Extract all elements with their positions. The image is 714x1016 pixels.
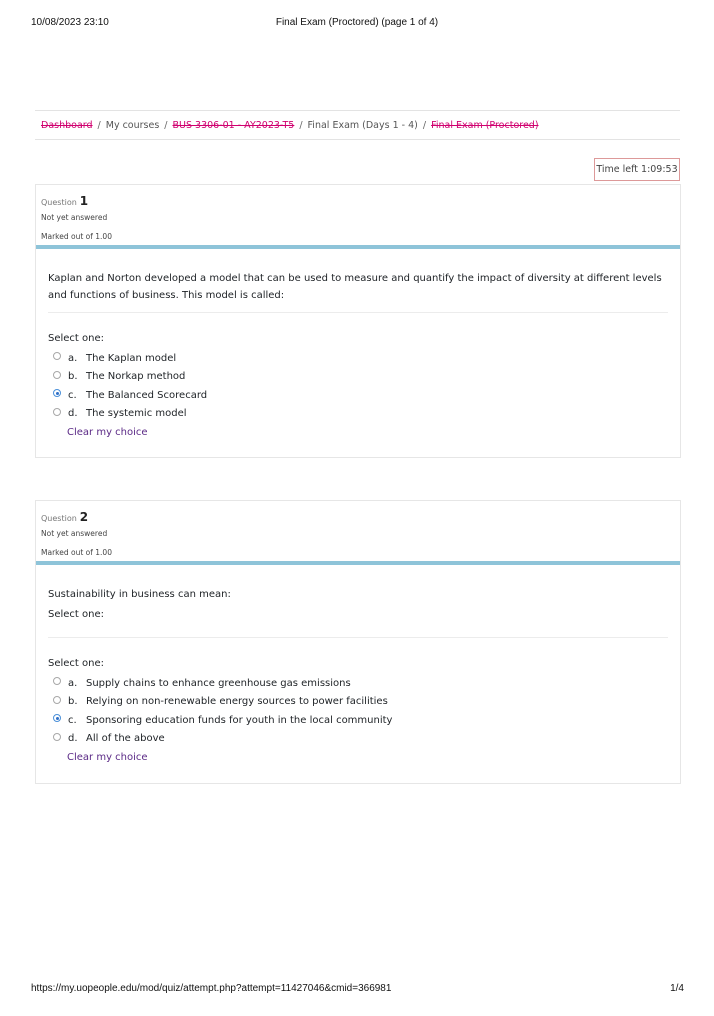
radio-button[interactable] [53, 408, 61, 416]
question-label: Question [41, 198, 77, 207]
select-one-label: Select one: [48, 333, 105, 344]
answer-option-a[interactable] [48, 349, 668, 368]
option-letter: d. [68, 733, 78, 745]
question-content [36, 249, 680, 438]
question-content [36, 565, 680, 763]
clear-my-choice-link[interactable]: Clear my choice [67, 427, 148, 438]
print-url: https://my.uopeople.edu/mod/quiz/attempt.php?attempt=11427046&cmid=366981 [31, 983, 392, 994]
print-datetime: 10/08/2023 23:10 [31, 17, 109, 28]
option-letter: c. [68, 389, 77, 401]
select-one-label: Select one: [48, 658, 105, 669]
question-mark: Marked out of 1.00 [41, 548, 112, 557]
radio-button[interactable] [53, 352, 61, 360]
option-text: The Balanced Scorecard [86, 389, 208, 401]
option-text: The Norkap method [86, 371, 186, 383]
answer-option-b[interactable] [48, 693, 668, 712]
option-letter: d. [68, 408, 78, 420]
question-number [41, 510, 88, 524]
question-card-1 [35, 184, 681, 458]
question-info [36, 185, 680, 245]
question-text: Sustainability in business can mean: [48, 589, 231, 600]
breadcrumb-separator: / [97, 119, 101, 131]
breadcrumb-course-link[interactable]: BUS 3306-01 - AY2023-T5 [172, 119, 295, 131]
breadcrumb-quiz-link[interactable]: Final Exam (Proctored) [431, 119, 539, 131]
breadcrumb-dashboard-link[interactable]: Dashboard [41, 119, 93, 131]
option-text: Supply chains to enhance greenhouse gas emissions [86, 677, 351, 689]
answer-option-d[interactable] [48, 405, 668, 424]
radio-button-selected[interactable] [53, 389, 61, 397]
radio-button[interactable] [53, 677, 61, 685]
radio-button[interactable] [53, 371, 61, 379]
radio-button-selected[interactable] [53, 714, 61, 722]
question-text: Kaplan and Norton developed a model that can be used to measure and quantify the impact of diversity at different levels and functions of business. This model is called: [48, 273, 662, 301]
breadcrumb-separator: / [422, 119, 427, 131]
radio-button[interactable] [53, 696, 61, 704]
clear-my-choice-link[interactable]: Clear my choice [67, 752, 148, 763]
option-letter: a. [68, 352, 78, 364]
option-letter: a. [68, 677, 78, 689]
option-text: The Kaplan model [86, 352, 177, 364]
answer-option-a[interactable] [48, 674, 668, 693]
question-card-2 [35, 500, 681, 784]
question-state: Not yet answered [41, 529, 108, 538]
print-title: Final Exam (Proctored) (page 1 of 4) [275, 17, 439, 28]
question-label: Question [41, 514, 77, 523]
timer-label: Time left 1:09:53 [596, 164, 678, 175]
question-number [41, 194, 88, 208]
question-number-value: 1 [79, 194, 89, 208]
answer-option-b[interactable] [48, 368, 668, 387]
option-letter: c. [68, 714, 77, 726]
answer-option-d[interactable] [48, 730, 668, 749]
question-prompt: Select one: [48, 609, 105, 620]
option-letter: b. [68, 371, 78, 383]
question-info [36, 501, 680, 561]
question-state: Not yet answered [41, 213, 108, 222]
breadcrumb-section[interactable]: Final Exam (Days 1 - 4) [307, 119, 418, 131]
breadcrumb-separator: / [164, 119, 168, 131]
option-text: The systemic model [86, 408, 187, 420]
quiz-timer [594, 158, 680, 181]
breadcrumb [35, 110, 680, 140]
question-number-value: 2 [79, 510, 89, 524]
print-page-number: 1/4 [670, 983, 684, 994]
breadcrumb-my-courses[interactable]: My courses [105, 119, 160, 131]
answer-option-c[interactable] [48, 711, 668, 730]
answer-option-c[interactable] [48, 386, 668, 405]
option-text: Relying on non-renewable energy sources to power facilities [86, 696, 388, 708]
radio-button[interactable] [53, 733, 61, 741]
option-letter: b. [68, 696, 78, 708]
question-mark: Marked out of 1.00 [41, 232, 112, 241]
breadcrumb-separator: / [299, 119, 303, 131]
option-text: All of the above [86, 733, 165, 745]
option-text: Sponsoring education funds for youth in the local community [86, 714, 393, 726]
